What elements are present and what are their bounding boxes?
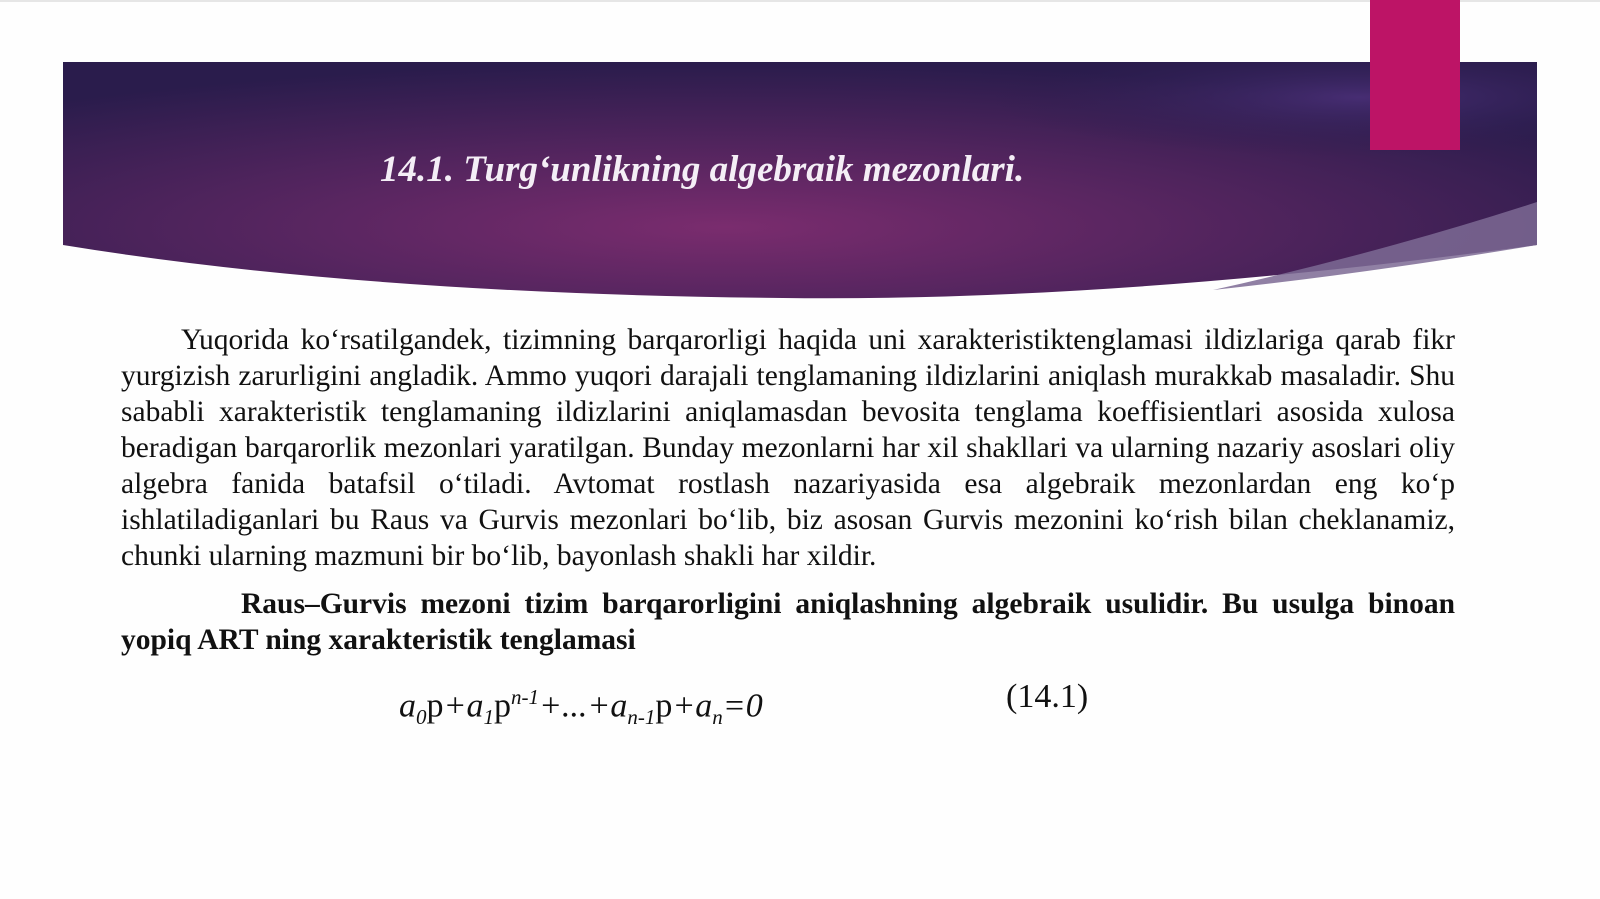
eq-plus-1: +	[443, 687, 467, 725]
eq-var-p3: p	[655, 687, 673, 725]
eq-coef-an: a	[695, 687, 713, 725]
slide-content	[121, 322, 1455, 732]
eq-sub-0: 0	[416, 705, 427, 730]
eq-dots: +...+	[538, 687, 611, 725]
eq-var-p1: p	[426, 687, 444, 725]
top-border-line	[0, 0, 1600, 2]
eq-coef-an-1: a	[610, 687, 628, 725]
eq-sub-n-1: n-1	[627, 705, 656, 730]
eq-sup-n-1: n-1	[510, 685, 539, 709]
characteristic-equation	[399, 672, 763, 742]
body-paragraph: Yuqorida ko‘rsatilgandek, tizimning barqarorligi haqida uni xarakteristiktenglamasi ildizlariga qarab fikr yurgizish zarurligini angladik. Ammo yuqori darajali tenglamaning ildizlarini aniqlash murakkab masaladir. Shu sababli xarakteristik tenglamaning ildizlarini aniqlamasdan bevosita tenglama koeffisientlari asosida xulosa beradigan barqarorlik mezonlari yaratilgan. Bunday mezonlarni har xil shakllari va ularning nazariy asoslari oliy algebra fanida batafsil o‘tiladi. Avtomat rostlash nazariyasida esa algebraik mezonlardan eng ko‘p ishlatiladiganlari bu Raus va Gurvis mezonlari bo‘lib, biz asosan Gurvis mezonini ko‘rish bilan cheklanamiz, chunki ularning mazmuni bir bo‘lib, bayonlash shakli har xildir.	[121, 324, 1455, 572]
equation-row	[121, 672, 1455, 732]
equation-number: (14.1)	[1006, 678, 1089, 715]
bold-paragraph: Raus–Gurvis mezoni tizim barqarorligini aniqlashning algebraik usulidir. Bu usulga binoan yopiq ART ning xarakteristik tenglamasi	[121, 588, 1455, 656]
eq-var-p2: p	[493, 687, 511, 725]
accent-tab	[1370, 0, 1460, 150]
eq-sub-1: 1	[483, 705, 494, 730]
slide-title: 14.1. Turg‘unlikning algebraik mezonlari.	[380, 149, 1025, 190]
eq-coef-a0: a	[399, 687, 416, 725]
eq-coef-a1: a	[466, 687, 484, 725]
eq-plus-2: +	[672, 687, 696, 725]
eq-equals-zero: =0	[722, 687, 763, 725]
eq-sub-n: n	[712, 705, 723, 730]
